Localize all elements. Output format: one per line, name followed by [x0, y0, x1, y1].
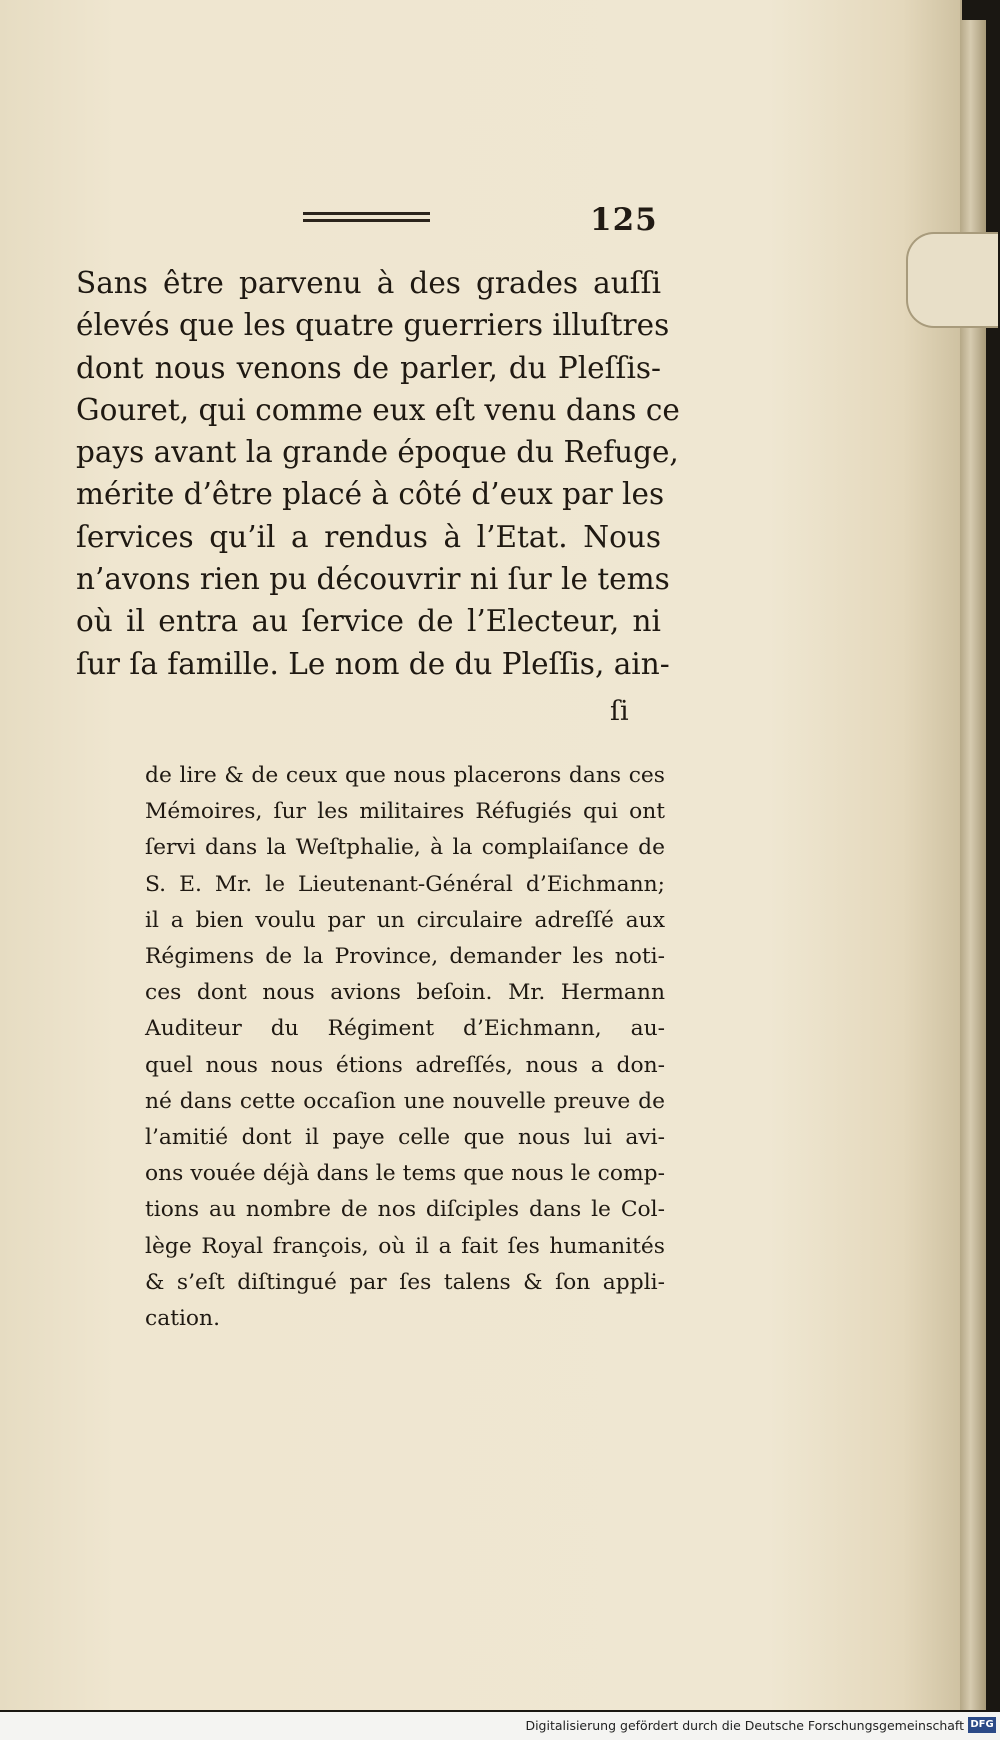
footnote-text	[145, 758, 665, 1337]
note-line: Auditeur du Régiment d’Eichmann, au-	[145, 1016, 665, 1042]
note-line: lège Royal françois, où il a fait ſes humanités	[145, 1233, 665, 1259]
note-line: cation.	[145, 1306, 221, 1332]
note-line: ces dont nous avions beſoin. Mr. Hermann	[145, 980, 665, 1006]
note-line: tions au nombre de nos diſciples dans le Col-	[145, 1197, 665, 1223]
text-line: Sans être parvenu à des grades auſſi	[76, 266, 661, 300]
note-line: & s’eſt diſtingué par ſes talens & ſon appli-	[145, 1269, 665, 1295]
note-line: il a bien voulu par un circulaire adreſſé aux	[145, 907, 665, 933]
note-line: S. E. Mr. le Lieutenant-Général d’Eichmann;	[145, 871, 665, 897]
text-line: ſervices qu’il a rendus à l’Etat. Nous	[76, 519, 661, 554]
note-line: né dans cette occaſion une nouvelle preuve de	[145, 1088, 665, 1114]
header-rule	[303, 212, 430, 222]
note-line: Mémoires, ſur les militaires Réfugiés qui ont	[145, 799, 665, 825]
catchword: ſi	[610, 696, 629, 727]
text-line: ſur ſa famille. Le nom de du Pleſſis, ain-	[76, 646, 670, 681]
main-text	[76, 262, 680, 685]
page-number: 125	[590, 202, 658, 238]
note-line: ons vouée déjà dans le tems que nous le comp-	[145, 1161, 665, 1187]
text-line: dont nous venons de parler, du Pleſſis-	[76, 350, 661, 385]
text-line: où il entra au ſervice de l’Electeur, ni	[76, 604, 661, 639]
note-line: l’amitié dont il paye celle que nous lui avi-	[145, 1125, 665, 1151]
text-line: élevés que les quatre guerriers illuſtres	[76, 308, 670, 343]
text-line: n’avons rien pu découvrir ni ſur le tems	[76, 562, 670, 597]
footer-credit: Digitalisierung gefördert durch die Deutsche Forschungsgemeinschaft	[525, 1718, 964, 1733]
page-tab	[906, 232, 998, 328]
text-line: mérite d’être placé à côté d’eux par les	[76, 477, 665, 512]
note-line: Régimens de la Province, demander les noti-	[145, 944, 665, 970]
dfg-logo-icon: DFG	[968, 1717, 996, 1733]
text-line: pays avant la grande époque du Refuge,	[76, 435, 679, 470]
text-line: Gouret, qui comme eux eſt venu dans ce	[76, 392, 680, 427]
note-line: de lire & de ceux que nous placerons dans ces	[145, 763, 665, 788]
note-line: quel nous nous étions adreſſés, nous a don-	[145, 1052, 665, 1078]
footer-bar	[0, 1712, 1000, 1740]
note-line: ſervi dans la Weſtphalie, à la complaiſance de	[145, 835, 665, 861]
